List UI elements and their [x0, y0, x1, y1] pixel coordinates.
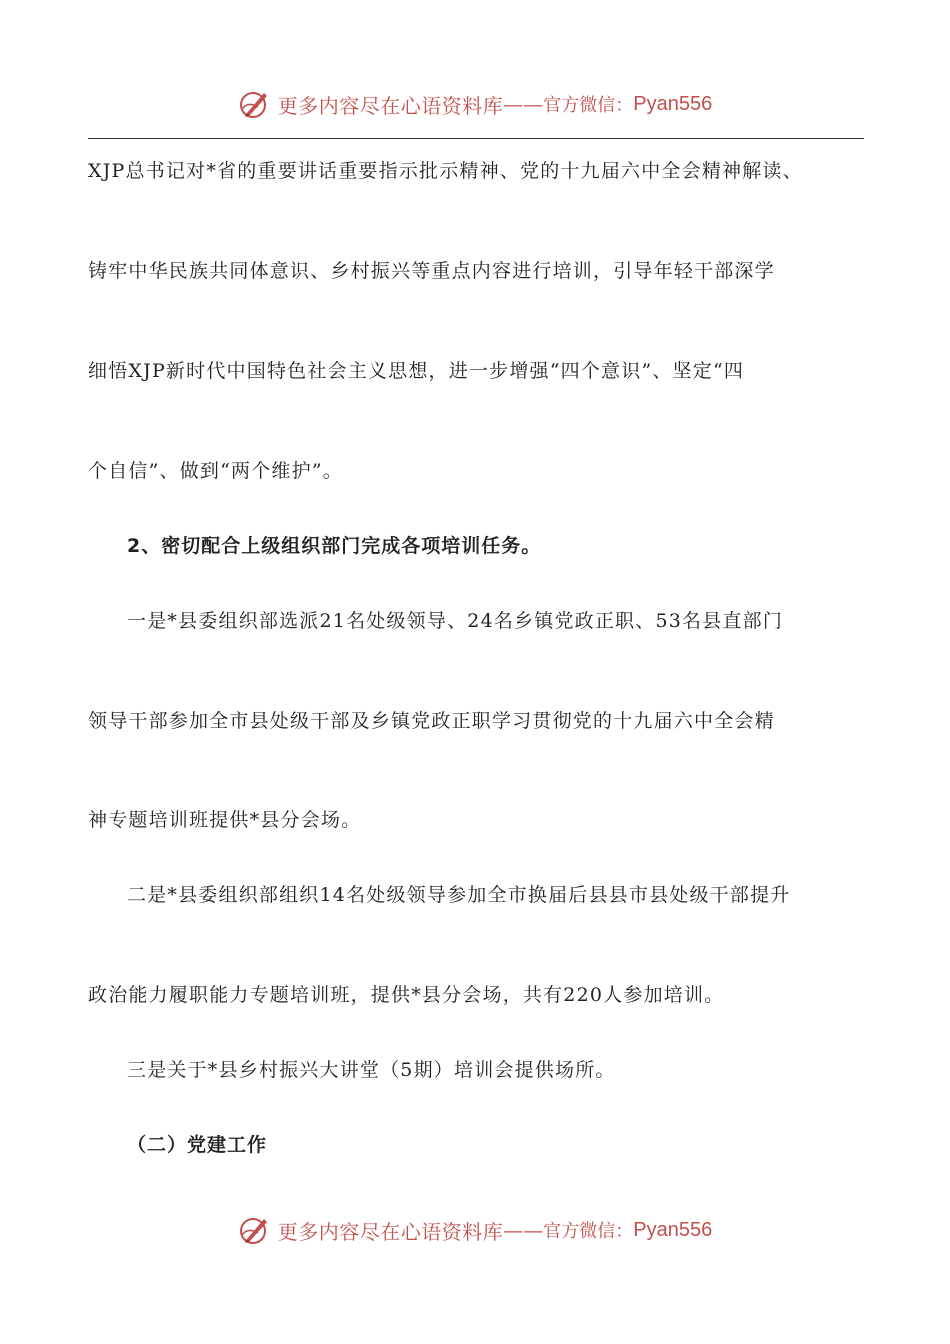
footer-banner — [0, 1210, 950, 1250]
header-banner — [0, 84, 950, 124]
banner-wechat-id: Pyan556 — [633, 92, 713, 115]
banner-main-text: 更多内容尽在心语资料库 — [277, 1219, 504, 1244]
paragraph-line: 三是关于*县乡村振兴大讲堂（5期）培训会提供场所。 — [127, 1059, 616, 1081]
paragraph-line: XJP总书记对*省的重要讲话重要指示批示精神、党的十九届六中全会精神解读、 — [88, 160, 803, 182]
paragraph-line: 一是*县委组织部选派21名处级领导、24名乡镇党政正职、53名县直部门 — [127, 610, 784, 632]
paragraph-line: 细悟XJP新时代中国特色社会主义思想，进一步增强“四个意识”、坚定“四 — [88, 360, 745, 382]
banner-dash: —— — [503, 1218, 544, 1242]
paragraph-line: 个自信”、做到“两个维护”。 — [88, 460, 343, 482]
banner-sub-text: 官方微信： — [543, 95, 634, 116]
section-heading: （二）党建工作 — [127, 1134, 268, 1156]
paragraph-line: 二是*县委组织部组织14名处级领导参加全市换届后县县市县处级干部提升 — [127, 884, 791, 906]
banner-sub-text: 官方微信： — [543, 1221, 634, 1242]
paragraph-line: 铸牢中华民族共同体意识、乡村振兴等重点内容进行培训，引导年轻干部深学 — [88, 260, 775, 282]
pen-nib-icon — [238, 1213, 272, 1247]
paragraph-line: 神专题培训班提供*县分会场。 — [88, 809, 362, 831]
banner-wechat-id: Pyan556 — [633, 1218, 713, 1241]
header-divider — [88, 138, 864, 139]
paragraph-line: 政治能力履职能力专题培训班，提供*县分会场，共有220人参加培训。 — [88, 984, 725, 1006]
pen-nib-icon — [238, 87, 272, 121]
banner-main-text: 更多内容尽在心语资料库 — [277, 93, 504, 118]
section-heading: 2、密切配合上级组织部门完成各项培训任务。 — [127, 535, 542, 557]
paragraph-line: 领导干部参加全市县处级干部及乡镇党政正职学习贯彻党的十九届六中全会精 — [88, 710, 775, 732]
banner-dash: —— — [503, 92, 544, 116]
